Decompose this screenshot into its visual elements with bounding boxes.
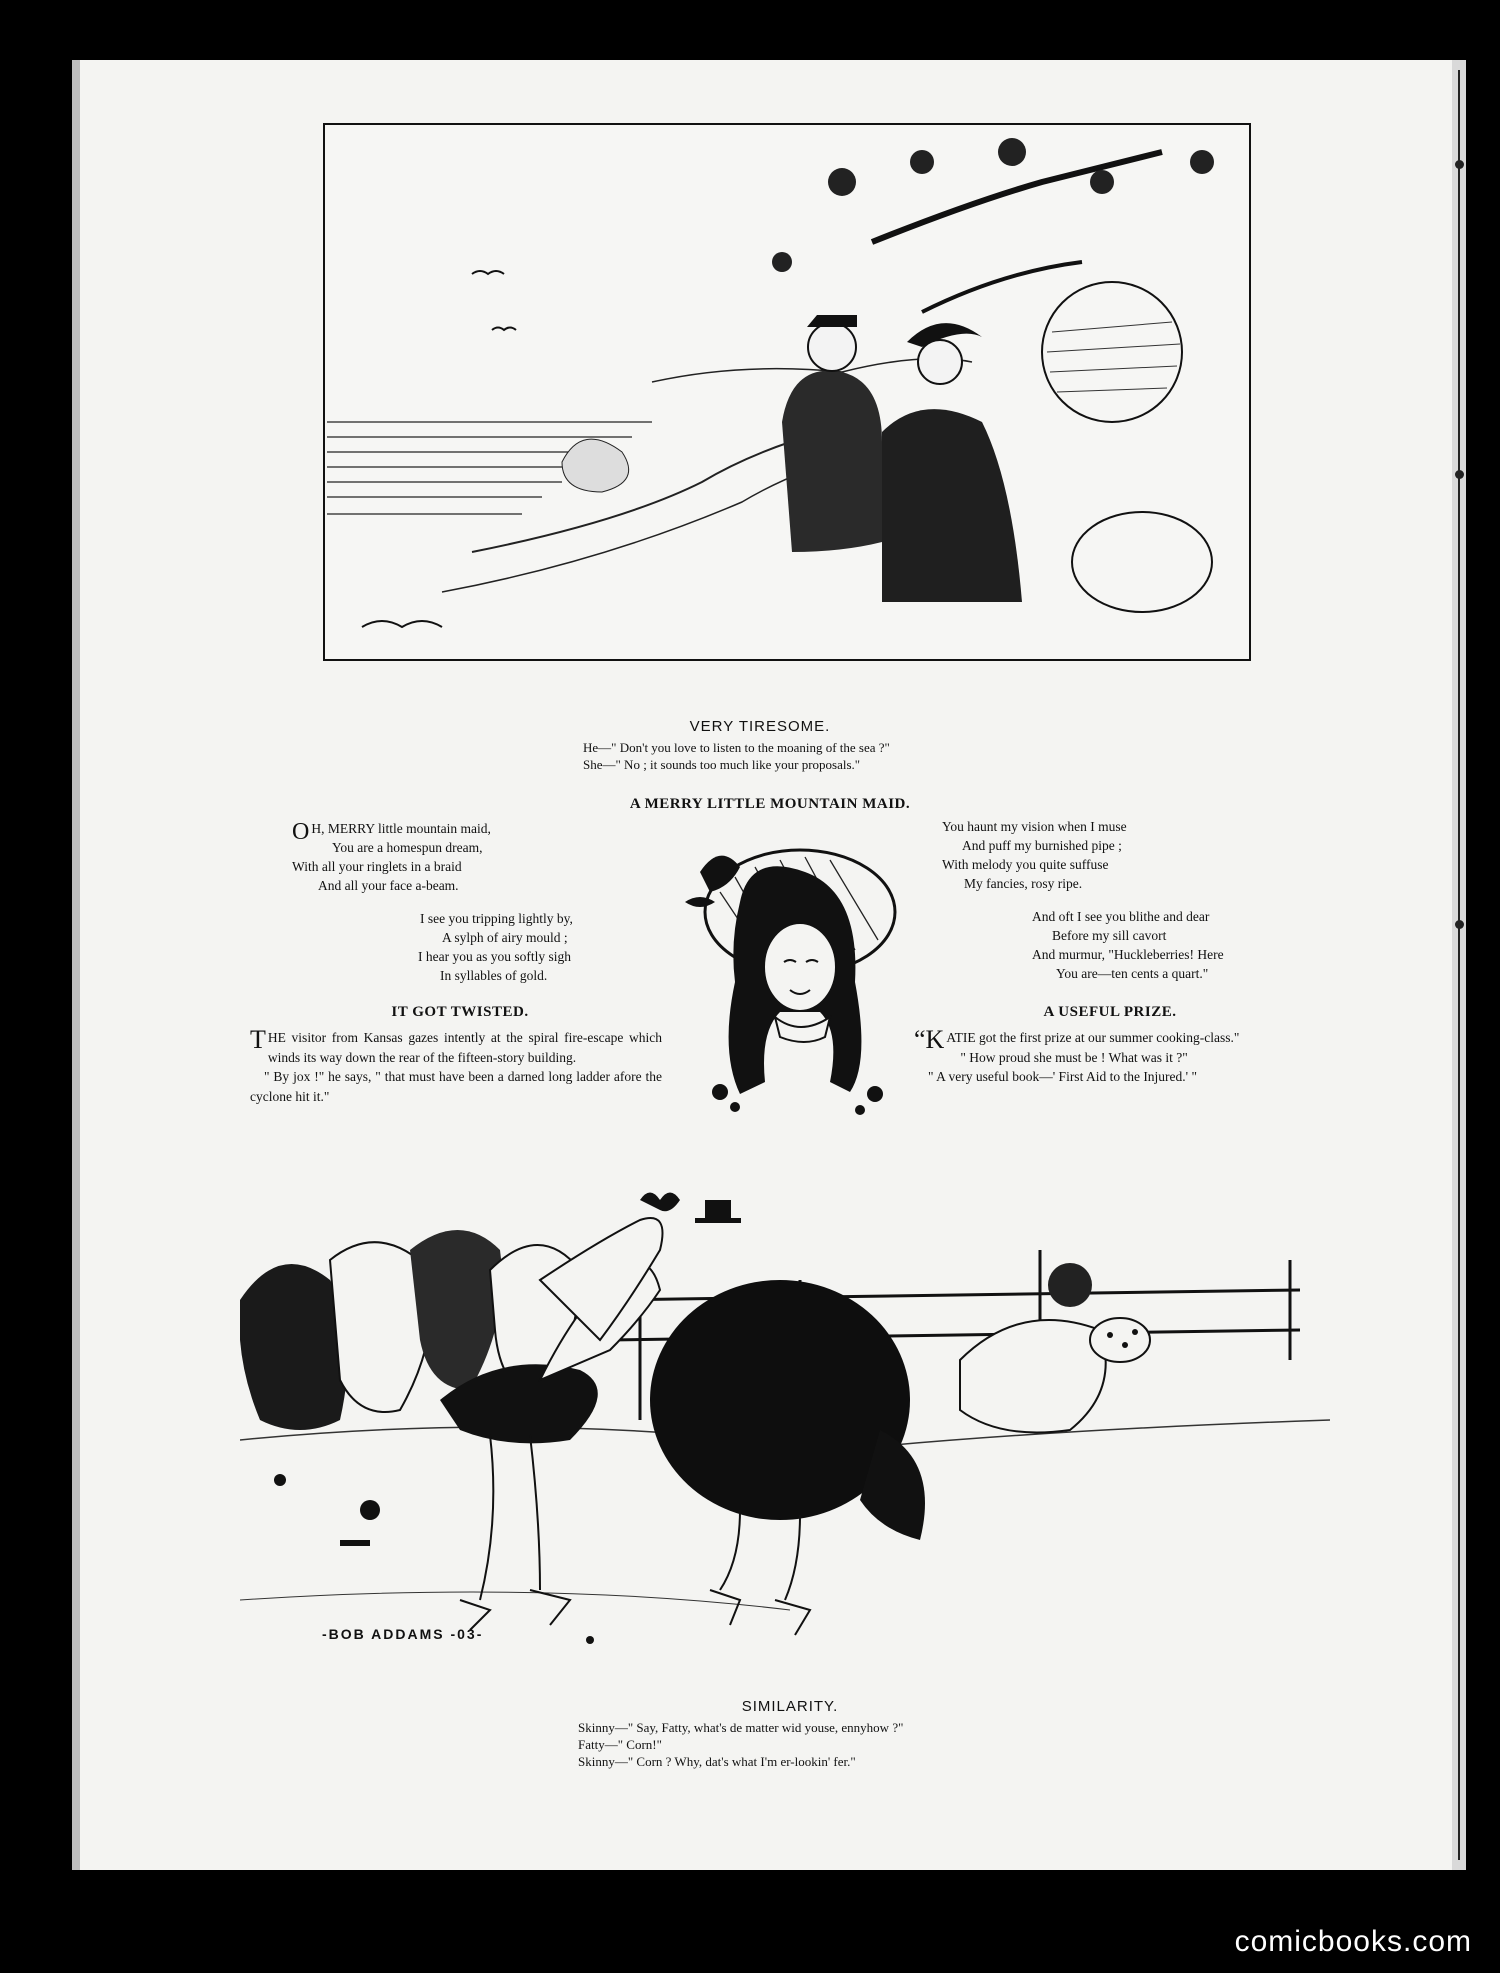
poem-left-line: With all your ringlets in a braid [292,859,462,874]
twisted-para1: HE visitor from Kansas gazes intently at the spiral fire-escape which winds its way down the rear of the fifteen-story building. [267,1030,662,1065]
poem-title: A MERRY LITTLE MOUNTAIN MAID. [629,796,911,812]
poem-right-line: You are—ten cents a quart." [1056,966,1209,981]
prize-para2: " How proud she must be ! What was it ?" [960,1049,1188,1065]
cartoon2-line2: Fatty—" Corn!" [578,1737,662,1752]
cartoon2-line3: Skinny—" Corn ? Why, dat's what I'm er-lookin' fer." [578,1754,856,1769]
cartoon1-line2: She—" No ; it sounds too much like your proposals." [583,757,861,772]
poem-right-line: And puff my burnished pipe ; [962,838,1122,853]
poem-left-line: I hear you as you softly sigh [418,949,571,964]
mountain-maid-illustration [680,832,900,1122]
twisted-para2: " By jox !" he says, " that must have been a darned long ladder afore the cyclone hit it." [250,1069,662,1104]
poem-left-line: A sylph of airy mould ; [442,930,568,945]
cartoon2-signature: -BOB ADDAMS -03- [322,1626,484,1642]
binding-dot [1455,470,1464,479]
cartoon2-title: SIMILARITY. [741,1698,839,1715]
binding-dot [1455,160,1464,169]
poem-right-line: And oft I see you blithe and dear [1032,909,1210,924]
poem-right-line: Before my sill cavort [1052,928,1167,943]
poem-right-line: You haunt my vision when I muse [942,819,1127,834]
poem-left-line: And all your face a-beam. [318,878,459,893]
poem-left-line: In syllables of gold. [440,968,548,983]
watermark-text: comicbooks.com [1234,1925,1472,1958]
twisted-story [250,1025,662,1106]
prize-dropcap: “K [914,1025,945,1054]
prize-story [914,1025,1328,1087]
prize-title: A USEFUL PRIZE. [1043,1004,1177,1020]
poem-left-line: You are a homespun dream, [332,840,483,855]
cartoon1-line1: He—" Don't you love to listen to the moaning of the sea ?" [583,740,890,755]
cartoon1-title: VERY TIRESOME. [689,718,831,735]
cartoon2-line1: Skinny—" Say, Fatty, what's de matter wid youse, ennyhow ?" [578,1720,904,1735]
poem-line-text: H, MERRY little mountain maid, [311,821,491,836]
poem-dropcap: O [292,819,310,845]
birds-illustration [240,1180,1330,1670]
poem-right-line: And murmur, "Huckleberries! Here [1032,947,1224,962]
poem-right-line: My fancies, rosy ripe. [964,876,1083,891]
twisted-title: IT GOT TWISTED. [391,1004,529,1020]
prize-para3: " A very useful book—' First Aid to the Injured.' " [928,1069,1197,1084]
twisted-dropcap: T [250,1025,266,1054]
beach-couple-illustration [322,122,1252,662]
binding-dot [1455,920,1464,929]
poem-right-line: With melody you quite suffuse [942,857,1109,872]
poem-left-line: I see you tripping lightly by, [420,911,573,926]
prize-para1: ATIE got the first prize at our summer cooking-class." [946,1030,1240,1045]
page-binding-line [1458,70,1460,1860]
